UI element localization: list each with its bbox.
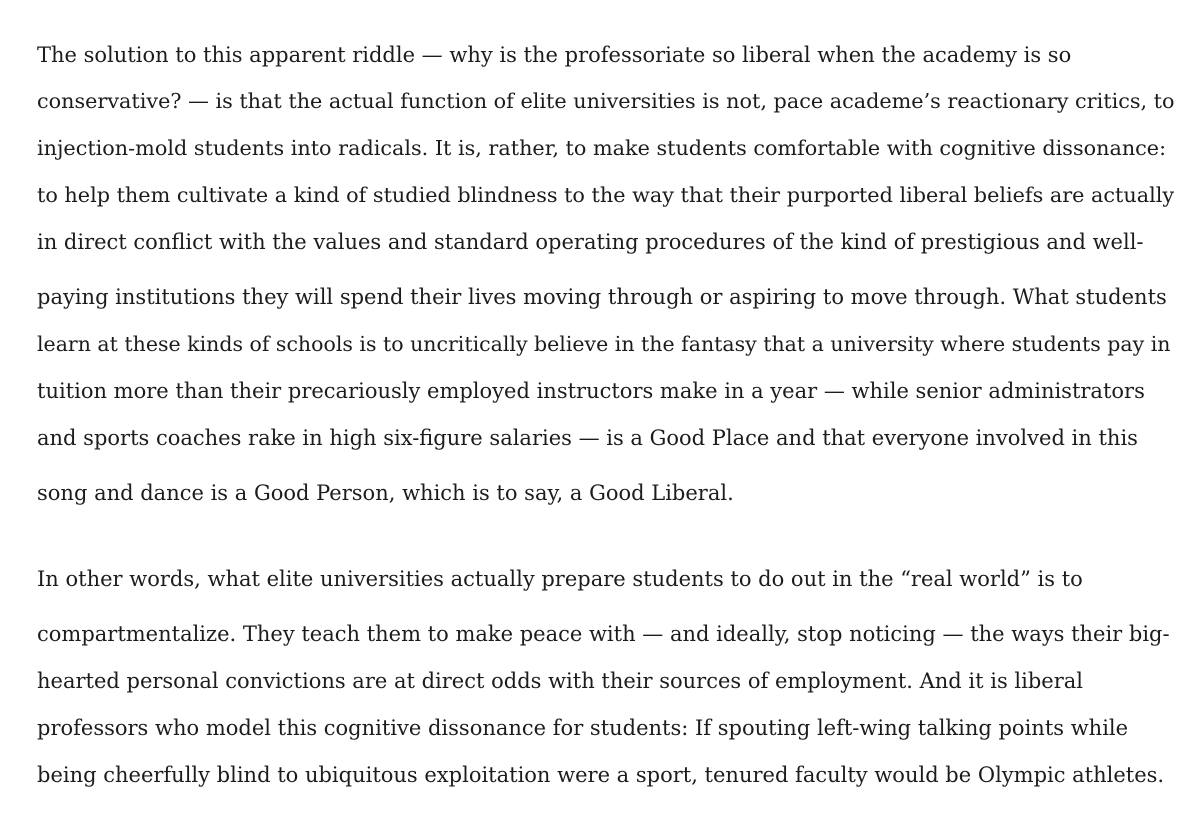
text-line: conservative? — is that the actual function of elite universities is not, pace academe’s reactionary critics, to xyxy=(37,89,1175,113)
text-line: hearted personal convictions are at direct odds with their sources of employment. And it is liberal xyxy=(37,669,1084,693)
text-line: compartmentalize. They teach them to make peace with — and ideally, stop noticing — the ways their big- xyxy=(37,622,1170,646)
text-line: being cheerfully blind to ubiquitous exploitation were a sport, tenured faculty would be Olympic athletes. xyxy=(37,763,1165,787)
text-line: to help them cultivate a kind of studied blindness to the way that their purported liberal beliefs are actually xyxy=(37,183,1175,207)
text-line: tuition more than their precariously employed instructors make in a year — while senior administrators xyxy=(37,379,1145,403)
text-line: song and dance is a Good Person, which is to say, a Good Liberal. xyxy=(37,481,734,505)
text-line: injection-mold students into radicals. It is, rather, to make students comfortable with cognitive dissonance: xyxy=(37,136,1167,160)
text-line: In other words, what elite universities actually prepare students to do out in the “real world” is to xyxy=(37,567,1083,591)
text-line: The solution to this apparent riddle — why is the professoriate so liberal when the academy is so xyxy=(37,43,1072,67)
text-line: in direct conflict with the values and standard operating procedures of the kind of prestigious and well- xyxy=(37,230,1144,254)
text-line: professors who model this cognitive dissonance for students: If spouting left-wing talking points while xyxy=(37,716,1129,740)
text-line: and sports coaches rake in high six-figure salaries — is a Good Place and that everyone involved in this xyxy=(37,426,1138,450)
text-line: paying institutions they will spend their lives moving through or aspiring to move through. What students xyxy=(37,285,1167,309)
text-line: learn at these kinds of schools is to uncritically believe in the fantasy that a university where students pay in xyxy=(37,332,1171,356)
